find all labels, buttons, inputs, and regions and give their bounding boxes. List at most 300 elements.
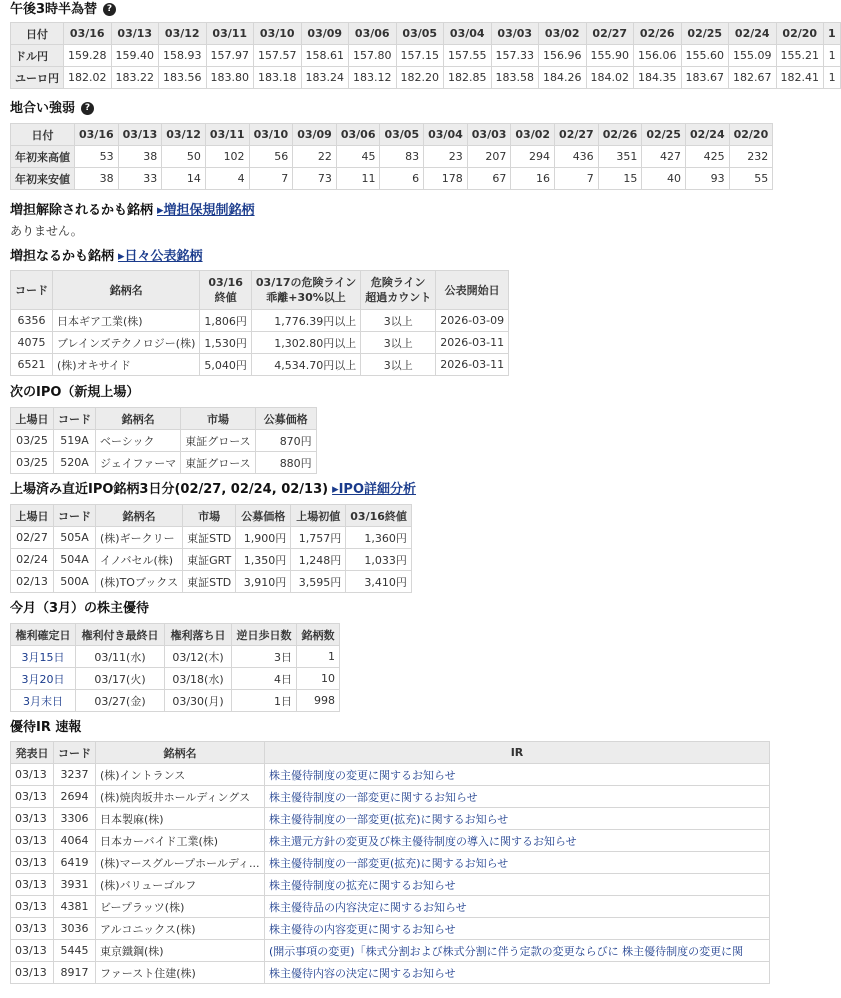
- ir-stock-name: (株)バリューゴルフ: [100, 878, 197, 892]
- start-date-cell: 2026-03-09: [436, 310, 509, 332]
- listing-date-cell: 02/13: [11, 571, 54, 593]
- strength-count-cell: 50: [162, 146, 206, 168]
- help-icon[interactable]: ?: [103, 3, 116, 16]
- code-cell: 6356: [11, 310, 53, 332]
- strength-col-date: 03/16: [75, 124, 119, 146]
- ir-header-row: [11, 742, 770, 764]
- listing-date-cell: 03/25: [11, 452, 54, 474]
- col-danger: [251, 271, 360, 310]
- ipo-table: [10, 407, 317, 474]
- fx-rate-cell: 182.20: [396, 67, 444, 89]
- benefits-header-row: [11, 624, 340, 646]
- ir-stock-name: ファースト住建(株): [100, 966, 196, 980]
- ir-title-text[interactable]: 株主優待制度の一部変更(拡充)に関するお知らせ: [269, 856, 509, 870]
- col-name: 銘柄名: [96, 408, 181, 430]
- fx-rate-cell: 183.24: [301, 67, 349, 89]
- start-date-cell: 2026-03-11: [436, 354, 509, 376]
- strength-count-cell: 294: [511, 146, 555, 168]
- increase-header-row: [11, 271, 509, 310]
- last-day-cell: 03/27(金): [76, 690, 165, 712]
- release-title: 増担解除されるかも銘柄: [10, 203, 154, 218]
- strength-count-cell: 351: [598, 146, 642, 168]
- increase-table: [10, 270, 509, 376]
- code-cell: 3306: [54, 808, 96, 830]
- stock-name-cell: ジェイファーマ: [96, 452, 181, 474]
- fx-rate-cell: 159.40: [111, 45, 159, 67]
- col-offer-price: 公募価格: [236, 505, 291, 527]
- listing-date-cell: 03/25: [11, 430, 54, 452]
- fx-row-label: ドル円: [11, 45, 64, 67]
- col-danger-sub: 乖離+30%以上: [266, 291, 346, 304]
- announce-date-cell: 03/13: [11, 896, 54, 918]
- col-market: 市場: [181, 408, 255, 430]
- ipo-header-row: [11, 408, 317, 430]
- ir-title-text[interactable]: 株主優待内容の決定に関するお知らせ: [269, 966, 456, 980]
- ex-date-cell: 03/12(木): [165, 646, 232, 668]
- fx-rate-cell: 183.22: [111, 67, 159, 89]
- ir-link-cell[interactable]: [265, 940, 770, 962]
- fx-rate-cell: 159.28: [64, 45, 112, 67]
- ir-stock-name: (株)焼肉坂井ホールディングス: [100, 790, 251, 804]
- offer-price-cell: 1,900円: [236, 527, 291, 549]
- first-price-cell: 1,757円: [291, 527, 346, 549]
- announce-date-cell: 03/13: [11, 830, 54, 852]
- market-cell: 東証グロース: [181, 430, 255, 452]
- fx-rate-cell: 183.58: [491, 67, 539, 89]
- offer-price-cell: 870円: [255, 430, 316, 452]
- strength-count-cell: 232: [729, 146, 773, 168]
- strength-col-date: 03/06: [336, 124, 380, 146]
- fx-rate-cell: 1: [824, 45, 841, 67]
- strength-count-cell: 56: [249, 146, 293, 168]
- col-announce-date: 発表日: [11, 742, 54, 764]
- increase-section-title: [10, 246, 766, 268]
- col-close-date: 03/16: [208, 276, 243, 289]
- fx-rate-cell: 182.85: [444, 67, 492, 89]
- ir-link-cell[interactable]: [265, 896, 770, 918]
- strength-count-cell: 33: [118, 168, 162, 190]
- fx-col-date-label: 日付: [11, 23, 64, 45]
- col-count: [361, 271, 436, 310]
- fx-col-date: 03/04: [444, 23, 492, 45]
- strength-col-date: 02/24: [685, 124, 729, 146]
- last-day-cell: 03/11(水): [76, 646, 165, 668]
- fx-col-date: 03/13: [111, 23, 159, 45]
- strength-col-date: 03/04: [424, 124, 468, 146]
- increase-title: 増担なるかも銘柄: [10, 249, 115, 264]
- ir-row: [11, 852, 770, 874]
- col-code: コード: [54, 505, 96, 527]
- col-record-date: 権利確定日: [11, 624, 76, 646]
- stock-name-cell: イノバセル(株): [96, 549, 183, 571]
- stock-name-cell: [96, 830, 265, 852]
- count-cell: 3以上: [361, 310, 436, 332]
- col-listing-date: 上場日: [11, 408, 54, 430]
- ir-stock-name: 日本製麻(株): [100, 812, 164, 826]
- fx-rate-cell: 157.57: [254, 45, 302, 67]
- col-name: 銘柄名: [53, 271, 200, 310]
- recent-ipo-section-title: [10, 479, 766, 501]
- stock-name-cell: ベーシック: [96, 430, 181, 452]
- col-ir: IR: [265, 742, 770, 764]
- strength-count-cell: 11: [336, 168, 380, 190]
- fx-rate-cell: 157.55: [444, 45, 492, 67]
- fx-col-date: 03/09: [301, 23, 349, 45]
- col-count-line: 危険ライン: [370, 276, 426, 289]
- fx-rate-cell: 158.93: [159, 45, 207, 67]
- fx-rate-cell: 156.96: [539, 45, 587, 67]
- listing-date-cell: 02/27: [11, 527, 54, 549]
- announce-date-cell: 03/13: [11, 764, 54, 786]
- code-cell: 519A: [54, 430, 96, 452]
- fx-rate-cell: 155.60: [681, 45, 729, 67]
- fx-rate-cell: 158.61: [301, 45, 349, 67]
- strength-col-date: 03/13: [118, 124, 162, 146]
- fx-col-date: 03/05: [396, 23, 444, 45]
- col-code: コード: [54, 742, 96, 764]
- col-danger-line: 03/17の危険ライン: [255, 276, 357, 289]
- ir-title-text[interactable]: (開示事項の変更)「株式分割および株式分割に伴う定款の変更ならびに 株主優待制度の変更に関: [269, 944, 744, 958]
- fx-col-date: 03/10: [254, 23, 302, 45]
- benefits-row: [11, 646, 340, 668]
- code-cell: 8917: [54, 962, 96, 984]
- fx-rate-cell: 184.35: [634, 67, 682, 89]
- stock-count-cell: 1: [297, 646, 340, 668]
- fx-rate-cell: 157.97: [206, 45, 254, 67]
- market-cell: 東証グロース: [181, 452, 255, 474]
- col-offer-price: 公募価格: [255, 408, 316, 430]
- stock-name-cell: [96, 786, 265, 808]
- ir-link-cell[interactable]: [265, 962, 770, 984]
- col-name: 銘柄名: [96, 505, 183, 527]
- days-cell: 4日: [232, 668, 297, 690]
- benefits-row: [11, 668, 340, 690]
- stock-name-cell: (株)ギークリー: [96, 527, 183, 549]
- fx-rate-cell: 183.56: [159, 67, 207, 89]
- ir-title-text[interactable]: 株主優待の内容変更に関するお知らせ: [269, 922, 456, 936]
- strength-col-date: 02/27: [555, 124, 599, 146]
- stock-name-cell: ブレインズテクノロジー(株): [53, 332, 200, 354]
- count-cell: 3以上: [361, 354, 436, 376]
- ir-link-cell[interactable]: [265, 918, 770, 940]
- fx-table: [10, 22, 841, 89]
- recent-ipo-title: 上場済み直近IPO銘柄3日分(02/27, 02/24, 02/13): [10, 482, 329, 497]
- close-price-cell: 5,040円: [200, 354, 252, 376]
- stock-name-cell: [96, 940, 265, 962]
- strength-count-cell: 102: [205, 146, 249, 168]
- ir-title-text[interactable]: 株主還元方針の変更及び株主優待制度の導入に関するお知らせ: [269, 834, 577, 848]
- release-section-title: [10, 200, 766, 222]
- strength-row: [11, 168, 773, 190]
- stock-name-cell: [96, 764, 265, 786]
- stock-name-cell: (株)TOブックス: [96, 571, 183, 593]
- fx-col-date: 02/20: [776, 23, 824, 45]
- code-cell: 4075: [11, 332, 53, 354]
- stock-name-cell: [96, 962, 265, 984]
- strength-col-date: 03/02: [511, 124, 555, 146]
- ir-link-cell[interactable]: [265, 830, 770, 852]
- first-price-cell: 3,595円: [291, 571, 346, 593]
- strength-col-date: 03/05: [380, 124, 424, 146]
- offer-price-cell: 3,910円: [236, 571, 291, 593]
- danger-line-cell: 1,776.39円以上: [251, 310, 360, 332]
- increase-row: [11, 354, 509, 376]
- fx-col-date: 1: [824, 23, 841, 45]
- col-ex-date: 権利落ち日: [165, 624, 232, 646]
- help-icon[interactable]: ?: [81, 102, 94, 115]
- fx-col-date: 03/12: [159, 23, 207, 45]
- increase-row: [11, 310, 509, 332]
- announce-date-cell: 03/13: [11, 786, 54, 808]
- strength-count-cell: 73: [293, 168, 337, 190]
- fx-rate-cell: 156.06: [634, 45, 682, 67]
- fx-header-row: [11, 23, 841, 45]
- strength-row: [11, 146, 773, 168]
- strength-col-date: 02/25: [642, 124, 686, 146]
- fx-title: 午後3時半為替: [10, 2, 98, 17]
- col-count: 銘柄数: [297, 624, 340, 646]
- stock-count-cell: 998: [297, 690, 340, 712]
- record-date-link[interactable]: 3月15日: [11, 646, 76, 668]
- code-cell: 3931: [54, 874, 96, 896]
- fx-col-date: 02/24: [729, 23, 777, 45]
- strength-col-date: 03/09: [293, 124, 337, 146]
- ipo-row: [11, 452, 317, 474]
- strength-col-date: 02/20: [729, 124, 773, 146]
- ir-row: [11, 962, 770, 984]
- fx-col-date: 02/25: [681, 23, 729, 45]
- code-cell: 3036: [54, 918, 96, 940]
- announce-date-cell: 03/13: [11, 918, 54, 940]
- code-cell: 4064: [54, 830, 96, 852]
- code-cell: 6521: [11, 354, 53, 376]
- start-date-cell: 2026-03-11: [436, 332, 509, 354]
- ir-stock-name: (株)マースグループホールディ...: [100, 856, 260, 870]
- announce-date-cell: 03/13: [11, 808, 54, 830]
- strength-count-cell: 67: [467, 168, 511, 190]
- recent-ipo-row: [11, 527, 412, 549]
- fx-rate-cell: 155.09: [729, 45, 777, 67]
- days-cell: 3日: [232, 646, 297, 668]
- strength-col-date: 03/03: [467, 124, 511, 146]
- strength-count-cell: 55: [729, 168, 773, 190]
- announce-date-cell: 03/13: [11, 962, 54, 984]
- strength-count-cell: 38: [118, 146, 162, 168]
- ir-row: [11, 874, 770, 896]
- code-cell: 5445: [54, 940, 96, 962]
- fx-rate-cell: 183.80: [206, 67, 254, 89]
- code-cell: 3237: [54, 764, 96, 786]
- benefits-row: [11, 690, 340, 712]
- col-close: [200, 271, 252, 310]
- close-price-cell: 1,033円: [346, 549, 412, 571]
- col-days: 逆日歩日数: [232, 624, 297, 646]
- fx-rate-cell: 184.26: [539, 67, 587, 89]
- code-cell: 4381: [54, 896, 96, 918]
- ir-row: [11, 918, 770, 940]
- record-date-link[interactable]: 3月20日: [11, 668, 76, 690]
- close-price-cell: 1,806円: [200, 310, 252, 332]
- fx-row: [11, 67, 841, 89]
- market-cell: 東証STD: [183, 527, 236, 549]
- strength-table: [10, 123, 773, 190]
- strength-count-cell: 93: [685, 168, 729, 190]
- ipo-analysis-link[interactable]: ▸IPO詳細分析: [332, 482, 417, 497]
- strength-count-cell: 15: [598, 168, 642, 190]
- ir-section-title: 優待IR 速報: [10, 720, 82, 735]
- strength-col-date: 03/12: [162, 124, 206, 146]
- fx-col-date: 02/26: [634, 23, 682, 45]
- strength-count-cell: 45: [336, 146, 380, 168]
- close-price-cell: 1,530円: [200, 332, 252, 354]
- ir-title-text[interactable]: 株主優待制度の一部変更(拡充)に関するお知らせ: [269, 812, 509, 826]
- col-market: 市場: [183, 505, 236, 527]
- ir-row: [11, 896, 770, 918]
- strength-count-cell: 7: [249, 168, 293, 190]
- fx-rate-cell: 157.80: [349, 45, 397, 67]
- strength-count-cell: 427: [642, 146, 686, 168]
- ir-stock-name: アルコニックス(株): [100, 922, 196, 936]
- fx-rate-cell: 182.02: [64, 67, 112, 89]
- col-code: コード: [54, 408, 96, 430]
- announce-date-cell: 03/13: [11, 874, 54, 896]
- col-count-sub: 超過カウント: [365, 291, 432, 304]
- stock-name-cell: [96, 874, 265, 896]
- fx-rate-cell: 183.67: [681, 67, 729, 89]
- strength-count-cell: 4: [205, 168, 249, 190]
- release-note: ありません。: [10, 224, 83, 238]
- strength-count-cell: 7: [555, 168, 599, 190]
- strength-col-date: 03/11: [205, 124, 249, 146]
- danger-line-cell: 4,534.70円以上: [251, 354, 360, 376]
- code-cell: 500A: [54, 571, 96, 593]
- col-code: コード: [11, 271, 53, 310]
- strength-count-cell: 425: [685, 146, 729, 168]
- ir-stock-name: 東京鐵鋼(株): [100, 944, 164, 958]
- ir-row: [11, 830, 770, 852]
- daily-disclosure-link[interactable]: ▸日々公表銘柄: [118, 249, 203, 264]
- strength-count-cell: 40: [642, 168, 686, 190]
- col-first-price: 上場初値: [291, 505, 346, 527]
- count-cell: 3以上: [361, 332, 436, 354]
- fx-rate-cell: 1: [824, 67, 841, 89]
- ipo-section-title: 次のIPO（新規上場）: [10, 385, 140, 400]
- ir-stock-name: (株)イントランス: [100, 768, 186, 782]
- ipo-row: [11, 430, 317, 452]
- ir-link-cell[interactable]: [265, 764, 770, 786]
- market-cell: 東証STD: [183, 571, 236, 593]
- recent-ipo-row: [11, 571, 412, 593]
- announce-date-cell: 03/13: [11, 940, 54, 962]
- fx-col-date: 02/27: [586, 23, 634, 45]
- ir-title-text[interactable]: 株主優待制度の変更に関するお知らせ: [269, 768, 456, 782]
- strength-count-cell: 53: [75, 146, 119, 168]
- first-price-cell: 1,248円: [291, 549, 346, 571]
- ir-title-text[interactable]: 株主優待品の内容決定に関するお知らせ: [269, 900, 467, 914]
- fx-rate-cell: 183.18: [254, 67, 302, 89]
- stock-name-cell: 日本ギア工業(株): [53, 310, 200, 332]
- fx-rate-cell: 182.41: [776, 67, 824, 89]
- col-listing-date: 上場日: [11, 505, 54, 527]
- increase-row: [11, 332, 509, 354]
- offer-price-cell: 880円: [255, 452, 316, 474]
- days-cell: 1日: [232, 690, 297, 712]
- ir-row: [11, 764, 770, 786]
- ir-link-cell[interactable]: [265, 808, 770, 830]
- ir-title-text[interactable]: 株主優待制度の拡充に関するお知らせ: [269, 878, 456, 892]
- ir-link-cell[interactable]: [265, 874, 770, 896]
- strength-row-label: 年初来高値: [11, 146, 75, 168]
- col-name: 銘柄名: [96, 742, 265, 764]
- fx-rate-cell: 157.33: [491, 45, 539, 67]
- strength-count-cell: 23: [424, 146, 468, 168]
- ir-title-text[interactable]: 株主優待制度の一部変更に関するお知らせ: [269, 790, 478, 804]
- strength-row-label: 年初来安値: [11, 168, 75, 190]
- fx-rate-cell: 155.21: [776, 45, 824, 67]
- stock-name-cell: [96, 918, 265, 940]
- recent-ipo-table: [10, 504, 412, 593]
- strength-section-title: [10, 99, 766, 119]
- fx-col-date: 03/11: [206, 23, 254, 45]
- stock-name-cell: [96, 808, 265, 830]
- ir-stock-name: ビープラッツ(株): [100, 900, 185, 914]
- code-cell: 505A: [54, 527, 96, 549]
- code-cell: 2694: [54, 786, 96, 808]
- margin-regulation-link[interactable]: ▸増担保規制銘柄: [157, 203, 255, 218]
- fx-rate-cell: 182.67: [729, 67, 777, 89]
- strength-count-cell: 16: [511, 168, 555, 190]
- strength-title: 地合い強弱: [10, 101, 76, 116]
- ir-link-cell[interactable]: [265, 852, 770, 874]
- col-close: 03/16終値: [346, 505, 412, 527]
- code-cell: 504A: [54, 549, 96, 571]
- fx-rate-cell: 183.12: [349, 67, 397, 89]
- fx-rate-cell: 155.90: [586, 45, 634, 67]
- market-cell: 東証GRT: [183, 549, 236, 571]
- ir-table: [10, 741, 770, 984]
- ir-link-cell[interactable]: [265, 786, 770, 808]
- ir-row: [11, 786, 770, 808]
- fx-row-label: ユーロ円: [11, 67, 64, 89]
- strength-count-cell: 436: [555, 146, 599, 168]
- col-close-label: 終値: [214, 291, 237, 304]
- stock-count-cell: 10: [297, 668, 340, 690]
- offer-price-cell: 1,350円: [236, 549, 291, 571]
- announce-date-cell: 03/13: [11, 852, 54, 874]
- fx-col-date: 03/16: [64, 23, 112, 45]
- code-cell: 520A: [54, 452, 96, 474]
- danger-line-cell: 1,302.80円以上: [251, 332, 360, 354]
- recent-ipo-header-row: [11, 505, 412, 527]
- benefits-section-title: 今月（3月）の株主優待: [10, 601, 150, 616]
- strength-count-cell: 22: [293, 146, 337, 168]
- strength-col-date: 03/10: [249, 124, 293, 146]
- last-day-cell: 03/17(火): [76, 668, 165, 690]
- benefits-table: [10, 623, 340, 712]
- col-start: 公表開始日: [436, 271, 509, 310]
- fx-section-title: [10, 0, 766, 20]
- strength-col-date: 02/26: [598, 124, 642, 146]
- record-date-link[interactable]: 3月末日: [11, 690, 76, 712]
- strength-count-cell: 83: [380, 146, 424, 168]
- stock-name-cell: [96, 852, 265, 874]
- fx-col-date: 03/03: [491, 23, 539, 45]
- strength-count-cell: 207: [467, 146, 511, 168]
- stock-name-cell: [96, 896, 265, 918]
- ir-row: [11, 808, 770, 830]
- fx-rate-cell: 184.02: [586, 67, 634, 89]
- strength-count-cell: 6: [380, 168, 424, 190]
